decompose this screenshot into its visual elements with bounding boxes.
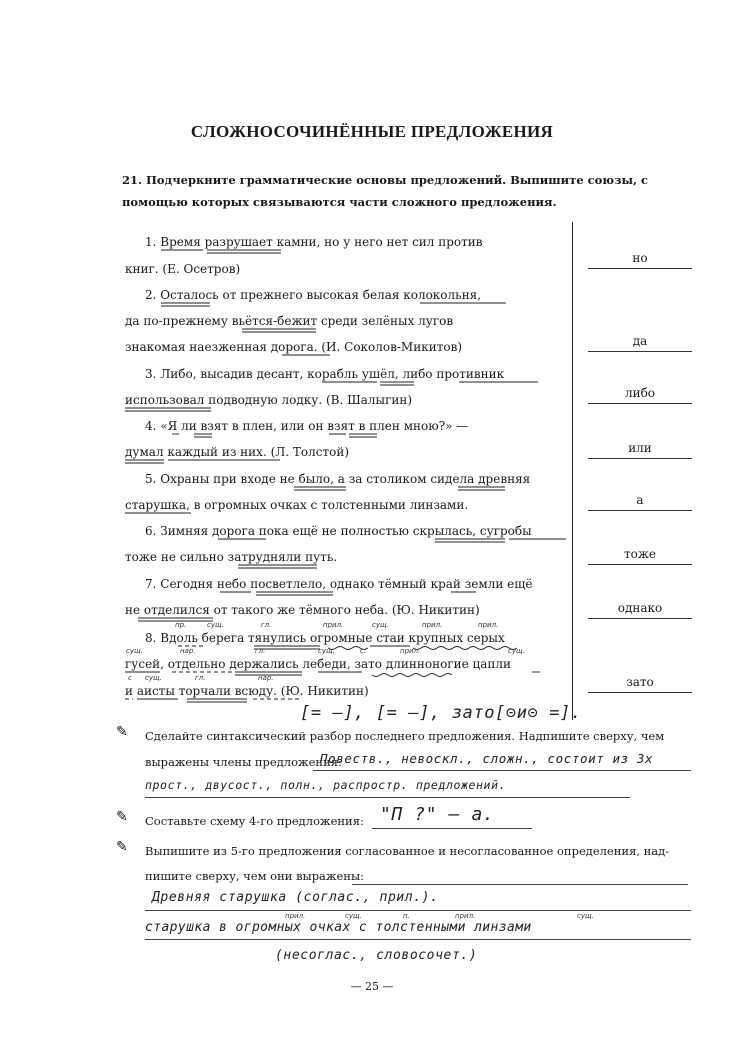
handwritten-def-1: Древняя старушка (соглас., прил.). <box>152 890 439 905</box>
sentence-7-line-2: не отделился от такого же тёмного неба. (Ю. Никитин) <box>125 603 480 617</box>
sentence-5-line-1: 5. Охраны при входе не было, а за столиком сидела древняя <box>145 472 531 486</box>
def-label: прил. <box>455 912 476 920</box>
sentence-5-line-2: старушка, в огромных очках с толстенными линзами. <box>125 498 469 512</box>
handwritten-scheme-8: [= –], [= –], зато[⊝и⊝ =]. <box>300 703 582 723</box>
s8-label: с <box>128 674 132 682</box>
pencil-icon: ✎ <box>116 724 128 740</box>
s8-label: сущ. <box>126 647 143 655</box>
sentence-8-line-2: гусей, отдельно держались лебеди, зато длинноногие цапли <box>125 657 511 671</box>
handwritten-def-3: (несоглас., словосочет.) <box>275 948 478 963</box>
pencil-icon: ✎ <box>116 839 128 855</box>
sentence-6-line-2: тоже не сильно затрудняли путь. <box>125 550 338 564</box>
pencil-icon: ✎ <box>116 809 128 825</box>
answer-conjunction-2: да <box>588 333 692 352</box>
s8-label: прил. <box>478 621 499 629</box>
s8-label: с. <box>360 647 367 655</box>
sentence-2-line-1: 2. Осталось от прежнего высокая белая колокольня, <box>145 288 482 302</box>
handwritten-scheme-4: "П ?" – а. <box>380 804 495 825</box>
sentence-2-line-3: знакомая наезженная дорога. (И. Соколов-Микитов) <box>125 340 463 354</box>
handwritten-def-2: старушка в огромных очках с толстенными линзами <box>145 920 532 935</box>
sentence-7-line-1: 7. Сегодня небо посветлело, однако тёмный край земли ещё <box>145 577 533 591</box>
def-label: прил. <box>285 912 306 920</box>
page-number: — 25 — <box>350 980 394 993</box>
s8-label: сущ. <box>318 647 335 655</box>
answer-conjunction-5: а <box>588 492 692 511</box>
answer-conjunction-8: зато <box>588 674 692 693</box>
sentence-8-line-3: и аисты торчали всюду. (Ю. Никитин) <box>125 684 369 698</box>
answer-conjunction-4: или <box>588 440 692 459</box>
s8-label: гл. <box>195 674 206 682</box>
answer-line <box>372 828 532 829</box>
s8-label: прил. <box>422 621 443 629</box>
sentence-4-line-1: 4. «Я ли взят в плен, или он взят в плен мною?» — <box>145 419 469 433</box>
sentence-8-line-1: 8. Вдоль берега тянулись огромные стаи крупных серых <box>145 631 505 645</box>
s8-label: гл. <box>255 647 266 655</box>
answer-conjunction-6: тоже <box>588 546 692 565</box>
s8-label: пр. <box>175 621 187 629</box>
sentence-4-line-2: думал каждый из них. (Л. Толстой) <box>125 445 350 459</box>
s8-label: сущ. <box>207 621 224 629</box>
sentence-3-line-1: 3. Либо, высадив десант, корабль ушёл, либо противник <box>145 367 505 381</box>
task-21-text: 21. Подчеркните грамматические основы предложений. Выпишите союзы, с помощью которых связываются части сложного предложения. <box>122 173 648 209</box>
sentence-1-line-2: книг. (Е. Осетров) <box>125 262 241 276</box>
handwritten-parse-2: прост., двусост., полн., распростр. предложений. <box>145 778 507 792</box>
s8-label: сущ. <box>372 621 389 629</box>
sentence-3-line-2: использовал подводную лодку. (В. Шалыгин) <box>125 393 413 407</box>
def-label: сущ. <box>577 912 594 920</box>
s8-label: сущ. <box>145 674 162 682</box>
answer-conjunction-3: либо <box>588 385 692 404</box>
sentence-2-line-2: да по-прежнему вьётся-бежит среди зелёных лугов <box>125 314 454 328</box>
answer-line <box>313 770 691 771</box>
s8-label: прил. <box>400 647 421 655</box>
def-label: сущ. <box>345 912 362 920</box>
s8-label: нар. <box>180 647 196 655</box>
answer-line <box>145 910 691 911</box>
page-title: СЛОЖНОСОЧИНЁННЫЕ ПРЕДЛОЖЕНИЯ <box>190 122 554 141</box>
handwritten-parse-1: Повеств., невоскл., сложн., состоит из 3х <box>320 751 654 766</box>
instruction-scheme: Составьте схему 4-го предложения: <box>145 814 364 828</box>
answer-line <box>145 939 691 940</box>
sentence-6-line-1: 6. Зимняя дорога пока ещё не полностью скрылась, сугробы <box>145 524 532 538</box>
instruction-parse: Сделайте синтаксический разбор последнего предложения. Надпишите сверху, чем <box>145 729 665 743</box>
answer-line <box>145 797 630 798</box>
instruction-parse-cont: выражены члены предложения: <box>145 755 342 769</box>
s8-label: прил. <box>323 621 344 629</box>
s8-label: нар. <box>258 674 274 682</box>
s8-label: гл. <box>261 621 272 629</box>
answer-conjunction-7: однако <box>588 600 692 619</box>
instruction-defs: Выпишите из 5-го предложения согласованное и несогласованное определения, над- <box>145 844 670 858</box>
sentence-1-line-1: 1. Время разрушает камни, но у него нет сил против <box>145 235 483 249</box>
answer-line <box>352 884 688 885</box>
instruction-defs-cont: пишите сверху, чем они выражены: <box>145 869 364 883</box>
def-label: п. <box>403 912 410 920</box>
s8-label: сущ. <box>508 647 525 655</box>
answer-conjunction-1: но <box>588 250 692 269</box>
